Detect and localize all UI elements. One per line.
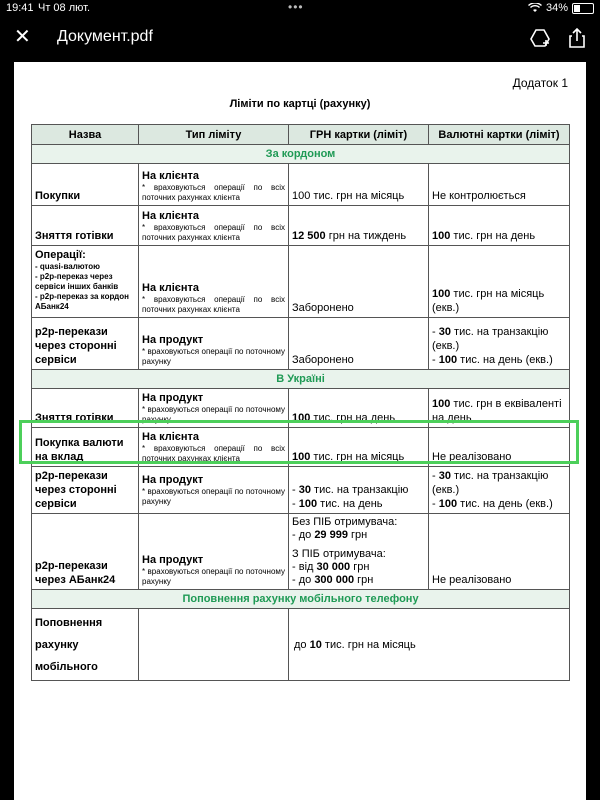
limit-type-note: * враховуються операції по всіх поточних рахунках клієнта bbox=[142, 444, 285, 463]
uah-limit-value: 30 000 bbox=[316, 561, 351, 573]
fx-limit-value: 100 bbox=[432, 288, 451, 300]
fx-limit-prefix: - bbox=[432, 326, 439, 338]
uah-limit-text: грн на тиждень bbox=[325, 230, 407, 242]
uah-limit-text: тис. на транзакцію bbox=[310, 484, 409, 496]
uah-limit bbox=[289, 206, 429, 246]
share-icon[interactable] bbox=[565, 26, 589, 50]
limit-type-note: * враховуються операції по поточному рахунку bbox=[142, 405, 285, 424]
fx-limit-text: тис. грн на місяць (екв.) bbox=[432, 288, 545, 314]
status-time: 19:41 bbox=[6, 2, 34, 14]
battery-percent: 34% bbox=[545, 2, 568, 14]
fx-limit-text: тис. на транзакцію (екв.) bbox=[432, 326, 549, 352]
limit-type-title: На клієнта bbox=[142, 431, 200, 443]
limit-type bbox=[139, 206, 289, 246]
fx-limit bbox=[429, 206, 570, 246]
limit-name: Поповнення рахунку мобільного bbox=[32, 609, 139, 681]
uah-limit-text: Без ПІБ отримувача: bbox=[292, 516, 398, 528]
uah-limit-value: 29 999 bbox=[314, 529, 348, 541]
table-row bbox=[32, 206, 570, 246]
limit-type-title: На продукт bbox=[142, 392, 204, 404]
limit-type bbox=[139, 467, 289, 514]
wifi-icon bbox=[528, 3, 542, 13]
status-date: Чт 08 лют. bbox=[38, 2, 91, 14]
table-row bbox=[32, 609, 570, 681]
fx-limit: Не реалізовано bbox=[429, 514, 570, 590]
limits-table bbox=[31, 124, 570, 681]
annex-label: Додаток 1 bbox=[512, 76, 568, 90]
uah-limit-prefix: - до bbox=[292, 529, 315, 541]
uah-limit: Заборонено bbox=[289, 318, 429, 370]
uah-limit-value: 100 bbox=[298, 498, 318, 510]
section-row bbox=[32, 370, 570, 389]
operation-item: - quasi-валютою bbox=[35, 262, 100, 271]
status-bar bbox=[0, 0, 600, 18]
table-header-row bbox=[32, 125, 570, 145]
multitasking-dots-icon[interactable]: ••• bbox=[288, 0, 304, 14]
document-title: Документ.pdf bbox=[57, 28, 153, 45]
fx-limit-value: 100 bbox=[438, 498, 458, 510]
limit-type-note: * враховуються операції по всіх поточних рахунках клієнта bbox=[142, 223, 285, 242]
column-header: ГРН картки (ліміт) bbox=[289, 125, 429, 145]
uah-limit-prefix: до bbox=[294, 638, 310, 651]
uah-limit: Заборонено bbox=[289, 246, 429, 318]
uah-limit-prefix: - до bbox=[292, 574, 315, 586]
uah-limit-suffix: грн bbox=[354, 574, 374, 586]
column-header: Назва bbox=[32, 125, 139, 145]
table-row bbox=[32, 514, 570, 590]
section-title-abroad: За кордоном bbox=[32, 145, 570, 164]
highlight-box bbox=[19, 420, 579, 464]
fx-limit: - 30 тис. на транзакцію (екв.) - 100 тис. на день (екв.) bbox=[429, 467, 570, 514]
column-header: Валютні картки (ліміт) bbox=[429, 125, 570, 145]
fx-limit-prefix: - bbox=[432, 354, 439, 366]
uah-limit-value: 10 bbox=[309, 638, 322, 651]
fx-limit: Не реалізовано bbox=[429, 428, 570, 467]
table-row bbox=[32, 318, 570, 370]
limit-type-title: На продукт bbox=[142, 554, 204, 566]
uah-limit-text: тис. грн на місяць bbox=[321, 638, 416, 651]
limit-name: p2p-перекази через сторонні сервіси bbox=[32, 318, 139, 370]
uah-limit-value: 12 500 bbox=[292, 230, 326, 242]
fx-limit-value: 100 bbox=[432, 230, 451, 242]
section-row bbox=[32, 590, 570, 609]
fx-limit: Не контролюється bbox=[429, 164, 570, 206]
uah-limit bbox=[289, 609, 570, 681]
uah-limit-value: 100 bbox=[292, 451, 311, 463]
uah-limit-value: 300 000 bbox=[314, 574, 355, 586]
uah-limit-suffix: грн bbox=[350, 561, 370, 573]
limit-type-note: * враховуються операції по поточному рахунку bbox=[142, 347, 285, 366]
limit-type-title: На продукт bbox=[142, 474, 204, 486]
uah-limit bbox=[289, 164, 429, 206]
fx-limit-text: тис. грн в еквіваленті на день bbox=[432, 398, 562, 424]
limit-type-title: На клієнта bbox=[142, 170, 200, 182]
table-row bbox=[32, 467, 570, 514]
limit-type bbox=[139, 318, 289, 370]
uah-limit-text: 100 тис. грн на місяць bbox=[292, 190, 405, 202]
limit-name-title: Операції: bbox=[35, 249, 86, 261]
limit-type-note: * враховуються операції по поточному рахунку bbox=[142, 487, 285, 506]
uah-limit-value: 30 bbox=[298, 484, 311, 496]
uah-limit-prefix: - від bbox=[292, 561, 317, 573]
limit-name: Покупка валюти на вклад bbox=[32, 428, 139, 467]
uah-limit-value: 100 bbox=[292, 412, 311, 424]
fx-limit-text: тис. на день (екв.) bbox=[457, 354, 553, 366]
section-title-mobile: Поповнення рахунку мобільного телефону bbox=[32, 590, 570, 609]
uah-limit-text: тис. грн на місяць bbox=[310, 451, 405, 463]
battery-icon bbox=[572, 3, 594, 14]
fx-limit bbox=[429, 318, 570, 370]
fx-limit-value: 30 bbox=[438, 326, 451, 338]
uah-limit-suffix: грн bbox=[347, 529, 368, 541]
limit-name bbox=[32, 246, 139, 318]
fx-limit bbox=[429, 246, 570, 318]
section-title-ukraine: В Україні bbox=[32, 370, 570, 389]
table-row bbox=[32, 246, 570, 318]
fx-limit-text: тис. на день (екв.) bbox=[457, 498, 553, 510]
limit-type bbox=[139, 164, 289, 206]
limit-name: Зняття готівки bbox=[32, 389, 139, 428]
operation-item: - p2p-переказ через сервіси інших банків bbox=[35, 272, 119, 291]
add-to-drive-icon[interactable] bbox=[528, 26, 552, 50]
limit-type-note: * враховуються операції по всіх поточних рахунках клієнта bbox=[142, 295, 285, 314]
fx-limit-text: тис. грн на день bbox=[450, 230, 536, 242]
doc-title: Ліміти по картці (рахунку) bbox=[229, 98, 371, 110]
limit-type-title: На продукт bbox=[142, 334, 204, 346]
limit-type bbox=[139, 246, 289, 318]
limit-type-title: На клієнта bbox=[142, 282, 200, 294]
close-icon[interactable]: ✕ bbox=[14, 26, 31, 48]
uah-limit-text: тис. на день bbox=[317, 498, 383, 510]
limit-type-note: * враховуються операції по поточному рахунку bbox=[142, 567, 285, 586]
section-row bbox=[32, 145, 570, 164]
column-header: Тип ліміту bbox=[139, 125, 289, 145]
limit-name: p2p-перекази через сторонні сервіси bbox=[32, 467, 139, 514]
limit-name: Зняття готівки bbox=[32, 206, 139, 246]
fx-limit-value: 30 bbox=[438, 470, 451, 482]
viewer-toolbar bbox=[0, 18, 600, 58]
limit-name: Покупки bbox=[32, 164, 139, 206]
limit-type-title: На клієнта bbox=[142, 210, 200, 222]
table-row bbox=[32, 164, 570, 206]
fx-limit-value: 100 bbox=[438, 354, 458, 366]
fx-limit-text: тис. на транзакцію (екв.) bbox=[432, 470, 549, 496]
uah-limit bbox=[289, 514, 429, 590]
fx-limit-value: 100 bbox=[432, 398, 451, 410]
limit-type-note: * враховуються операції по всіх поточних рахунках клієнта bbox=[142, 183, 285, 202]
uah-limit: - 30 тис. на транзакцію - 100 тис. на день bbox=[289, 467, 429, 514]
limit-type bbox=[139, 514, 289, 590]
uah-limit-text: З ПІБ отримувача: bbox=[292, 548, 386, 560]
uah-limit-text: тис. грн на день bbox=[310, 412, 396, 424]
limit-name: p2p-перекази через АБанк24 bbox=[32, 514, 139, 590]
operation-item: - p2p-переказ за кордон АБанк24 bbox=[35, 292, 129, 311]
limit-type-empty bbox=[139, 609, 289, 681]
